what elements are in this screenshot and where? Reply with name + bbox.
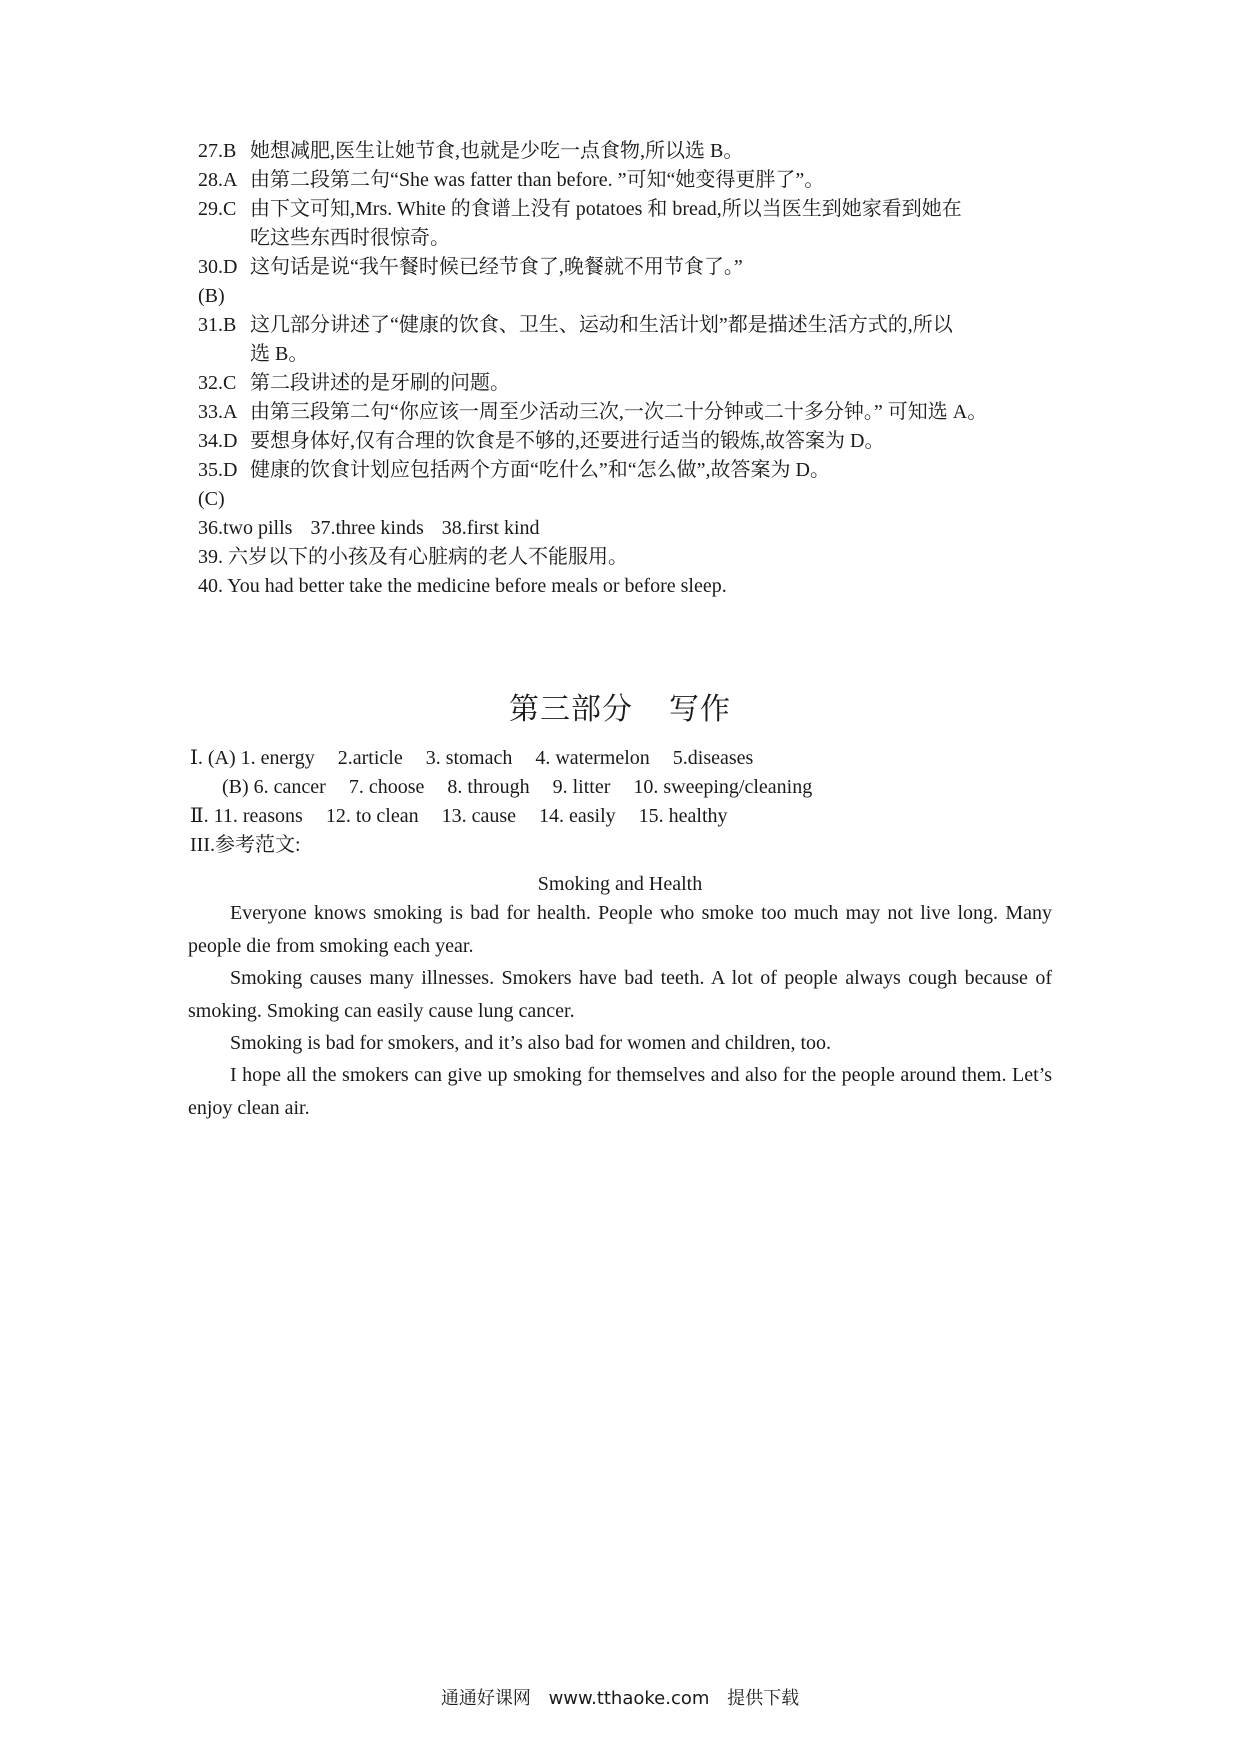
footer-site-name: 通通好课网 xyxy=(440,1688,531,1709)
writing-answer: 11. reasons xyxy=(213,805,303,827)
answer-text: 这几部分讲述了“健康的饮食、卫生、运动和生活计划”都是描述生活方式的,所以 xyxy=(250,314,953,336)
answer-text: 第二段讲述的是牙刷的问题。 xyxy=(250,372,510,394)
answers-36-38 xyxy=(198,514,540,542)
answer-37: 37.three kinds xyxy=(310,517,424,539)
answer-number: 35.D xyxy=(198,459,238,481)
answer-32 xyxy=(198,369,510,397)
answer-number: 33.A xyxy=(198,401,238,423)
section-title-name: 写作 xyxy=(669,692,731,727)
part-c-label: (C) xyxy=(198,488,225,510)
answer-31-continuation: 选 B。 xyxy=(250,343,309,365)
answer-number: 31.B xyxy=(198,314,237,336)
writing-I-label: Ⅰ. (A) xyxy=(190,747,236,769)
footer-suffix: 提供下载 xyxy=(727,1688,800,1709)
answer-number: 34.D xyxy=(198,430,238,452)
section-title-part: 第三部分 xyxy=(509,692,633,727)
writing-answer: 15. healthy xyxy=(638,805,728,827)
writing-I-b-label: (B) xyxy=(222,776,249,798)
section-title xyxy=(0,684,1240,728)
answer-33 xyxy=(198,398,987,426)
essay-paragraph-2: Smoking causes many illnesses. Smokers have bad teeth. A lot of people always cough because of smoking. Smoking can easily cause lung cancer. xyxy=(188,967,1052,1022)
answer-text: 由第三段第二句“你应该一周至少活动三次,一次二十分钟或二十多分钟。” 可知选 A。 xyxy=(250,401,988,423)
answer-27 xyxy=(198,137,743,165)
writing-answer: 10. sweeping/cleaning xyxy=(633,776,813,798)
essay-paragraph-4: I hope all the smokers can give up smoking for themselves and also for the people around them. Let’s enjoy clean air. xyxy=(188,1064,1052,1119)
answer-number: 28.A xyxy=(198,169,238,191)
essay-paragraph-3: Smoking is bad for smokers, and it’s also bad for women and children, too. xyxy=(230,1032,832,1054)
answer-35 xyxy=(198,456,830,484)
essay-title: Smoking and Health xyxy=(537,873,703,895)
writing-answer: 8. through xyxy=(447,776,530,798)
answer-40: 40. You had better take the medicine before meals or before sleep. xyxy=(198,575,727,597)
answer-text: 健康的饮食计划应包括两个方面“吃什么”和“怎么做”,故答案为 D。 xyxy=(250,459,830,481)
writing-I-b xyxy=(222,773,812,801)
writing-III-label: III.参考范文: xyxy=(190,834,301,856)
answer-text: 由下文可知,Mrs. White 的食谱上没有 potatoes 和 bread,所以当医生到她家看到她在 xyxy=(250,198,962,220)
answer-31 xyxy=(198,311,953,339)
footer-url[interactable]: www.tthaoke.com xyxy=(548,1688,710,1709)
answer-text: 她想减肥,医生让她节食,也就是少吃一点食物,所以选 B。 xyxy=(250,140,744,162)
answer-29 xyxy=(198,195,962,223)
footer xyxy=(0,1684,1240,1710)
writing-answer: 4. watermelon xyxy=(535,747,650,769)
writing-answer: 9. litter xyxy=(552,776,611,798)
answer-39: 39. 六岁以下的小孩及有心脏病的老人不能服用。 xyxy=(198,546,628,568)
answer-text: 这句话是说“我午餐时候已经节食了,晚餐就不用节食了。” xyxy=(250,256,743,278)
writing-answer: 14. easily xyxy=(539,805,616,827)
answer-28 xyxy=(198,166,824,194)
answer-number: 30.D xyxy=(198,256,238,278)
writing-II-label: Ⅱ. xyxy=(190,805,209,827)
answer-number: 32.C xyxy=(198,372,237,394)
writing-answer: 6. cancer xyxy=(253,776,326,798)
writing-answer: 12. to clean xyxy=(325,805,419,827)
answer-text: 由第二段第二句“She was fatter than before. ”可知“她变得更胖了”。 xyxy=(250,169,825,191)
writing-I-a xyxy=(190,744,753,772)
essay-paragraph-1: Everyone knows smoking is bad for health. People who smoke too much may not live long. Many people die from smoking each year. xyxy=(188,902,1052,957)
writing-answer: 5.diseases xyxy=(672,747,754,769)
writing-II xyxy=(190,802,728,830)
answer-34 xyxy=(198,427,884,455)
writing-answer: 7. choose xyxy=(348,776,425,798)
answer-30 xyxy=(198,253,743,281)
answer-36: 36.two pills xyxy=(198,517,293,539)
part-b-label: (B) xyxy=(198,285,225,307)
answer-number: 27.B xyxy=(198,140,237,162)
answer-29-continuation: 吃这些东西时很惊奇。 xyxy=(250,227,450,249)
answer-38: 38.first kind xyxy=(441,517,540,539)
answer-text: 要想身体好,仅有合理的饮食是不够的,还要进行适当的锻炼,故答案为 D。 xyxy=(250,430,885,452)
writing-answer: 13. cause xyxy=(441,805,517,827)
writing-answer: 3. stomach xyxy=(425,747,513,769)
writing-answer: 2.article xyxy=(337,747,403,769)
answer-number: 29.C xyxy=(198,198,237,220)
writing-answer: 1. energy xyxy=(240,747,315,769)
